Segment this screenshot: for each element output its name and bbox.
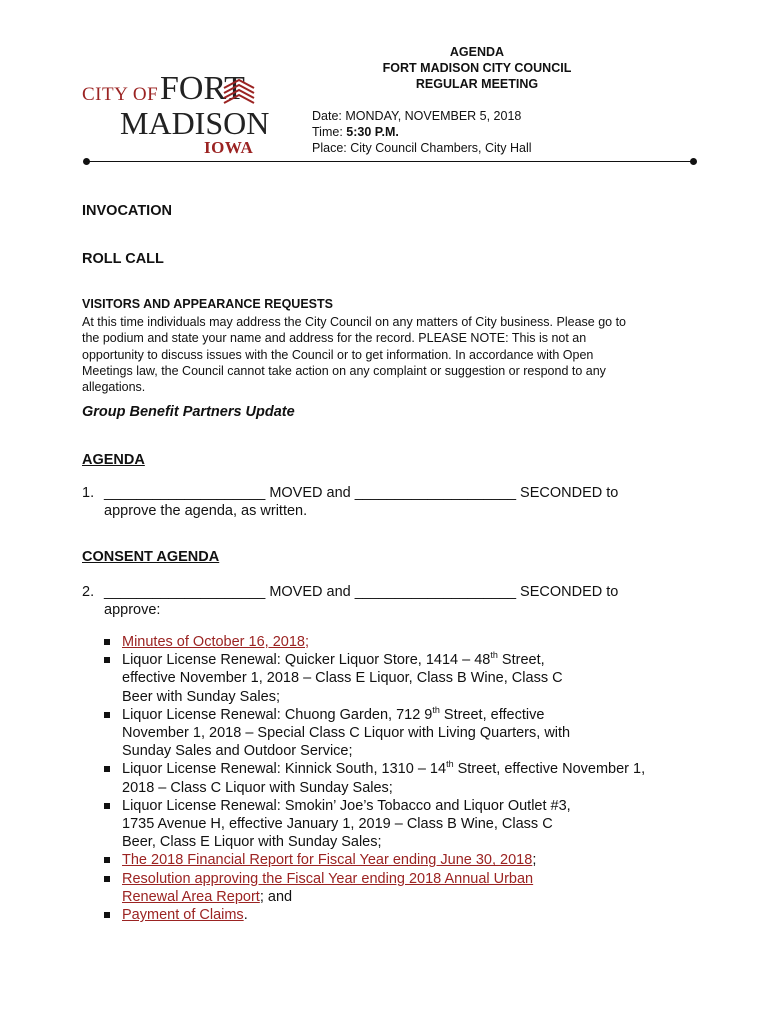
- invocation-heading: INVOCATION: [82, 203, 172, 219]
- motion-2-continuation: approve:: [104, 602, 161, 618]
- bullet-icon: [104, 803, 110, 809]
- item-4-text-b: Street, effective November 1,: [453, 761, 646, 778]
- motion-2-number: 2.: [82, 584, 95, 600]
- logo-iowa: IOWA: [204, 138, 254, 157]
- list-item: [100, 633, 690, 651]
- date-label: Date:: [312, 109, 342, 123]
- motion-2: [82, 583, 682, 619]
- rule-endpoint-right: [690, 158, 697, 165]
- list-item: [100, 706, 690, 761]
- item-4-line-2: 2018 – Class C Liquor with Sunday Sales;: [122, 779, 393, 796]
- place-value: City Council Chambers, City Hall: [350, 141, 532, 155]
- item-4-sup: th: [446, 759, 454, 770]
- agenda-heading: AGENDA: [82, 452, 145, 468]
- item-2-line-2: effective November 1, 2018 – Class E Liquor, Class B Wine, Class C: [122, 670, 563, 687]
- bullet-icon: [104, 857, 110, 863]
- item-2-sup: th: [490, 650, 498, 661]
- motion-1-number: 1.: [82, 485, 95, 501]
- item-3-text: Liquor License Renewal: Chuong Garden, 712 9: [122, 706, 433, 723]
- header-title-3: REGULAR MEETING: [415, 77, 539, 91]
- motion-2-line: [82, 583, 682, 601]
- list-item: [100, 760, 690, 796]
- logo-city-of: CITY OF: [82, 84, 159, 105]
- bullet-icon: [104, 876, 110, 882]
- urban-renewal-resolution-link[interactable]: Resolution approving the Fiscal Year ending 2018 Annual Urban: [122, 870, 534, 887]
- list-item: [100, 797, 690, 852]
- list-item: [100, 851, 690, 869]
- item-2-text-b: Street,: [497, 652, 545, 669]
- meeting-time: [312, 124, 399, 140]
- meeting-date: [312, 108, 521, 124]
- item-3-line-3: Sunday Sales and Outdoor Service;: [122, 743, 353, 760]
- item-2-text: Liquor License Renewal: Quicker Liquor Store, 1414 – 48: [122, 652, 491, 669]
- list-item: [100, 906, 690, 924]
- visitors-line-2: the podium and state your name and address for the record. PLEASE NOTE: This is not an: [82, 331, 587, 346]
- motion-1-continuation: approve the agenda, as written.: [104, 503, 308, 519]
- item-8-tail: .: [243, 907, 248, 924]
- motion-2-text: ____________________ MOVED and ____________________ SECONDED to: [104, 584, 619, 600]
- roll-call-heading: ROLL CALL: [82, 251, 164, 267]
- header-title-1: AGENDA: [449, 45, 505, 59]
- visitors-heading: VISITORS AND APPEARANCE REQUESTS: [82, 297, 333, 311]
- header-title-2: FORT MADISON CITY COUNCIL: [382, 61, 572, 75]
- time-value: 5:30 P.M.: [346, 125, 399, 139]
- minutes-link[interactable]: Minutes of October 16, 2018;: [122, 634, 309, 650]
- logo-fort: FORT: [160, 70, 245, 107]
- motion-1: [82, 484, 682, 520]
- item-3-text-b: Street, effective: [439, 706, 545, 723]
- item-5-line-3: Beer, Class E Liquor with Sunday Sales;: [122, 834, 382, 851]
- roof-chevrons-icon: [222, 78, 256, 104]
- motion-1-text: ____________________ MOVED and ____________________ SECONDED to: [104, 485, 619, 501]
- bullet-icon: [104, 639, 110, 645]
- item-7-tail: ; and: [259, 888, 293, 905]
- date-value: MONDAY, NOVEMBER 5, 2018: [345, 109, 522, 123]
- payment-of-claims-link[interactable]: Payment of Claims: [122, 907, 244, 924]
- place-label: Place:: [312, 141, 347, 155]
- visitors-line-5: allegations.: [82, 380, 146, 395]
- meeting-place: [312, 140, 532, 156]
- logo-madison: MADISON: [120, 105, 270, 141]
- item-5-line-1: Liquor License Renewal: Smokin’ Joe’s Tobacco and Liquor Outlet #3,: [122, 797, 571, 814]
- consent-agenda-heading: CONSENT AGENDA: [82, 549, 220, 565]
- item-6-tail: ;: [532, 852, 537, 869]
- urban-renewal-report-link[interactable]: Renewal Area Report: [122, 888, 260, 905]
- list-item: [100, 870, 690, 906]
- visitors-line-3: opportunity to discuss issues with the Council or to get information. In accordance with Open: [82, 347, 594, 362]
- consent-items-list: [100, 633, 690, 924]
- item-3-sup: th: [432, 704, 440, 715]
- motion-1-line: [82, 484, 682, 502]
- item-2-line-3: Beer with Sunday Sales;: [122, 688, 280, 705]
- financial-report-link[interactable]: The 2018 Financial Report for Fiscal Year ending June 30, 2018: [122, 852, 533, 869]
- visitors-line-1: At this time individuals may address the City Council on any matters of City business. Please go to: [82, 315, 627, 329]
- bullet-icon: [104, 766, 110, 772]
- time-label: Time:: [312, 125, 343, 139]
- bullet-icon: [104, 912, 110, 918]
- bullet-icon: [104, 657, 110, 663]
- visitors-line-4: Meetings law, the Council cannot take action on any complaint or suggestion or respond to any: [82, 363, 606, 378]
- group-benefit-heading: Group Benefit Partners Update: [82, 404, 295, 420]
- header-divider: [86, 161, 696, 162]
- list-item: [100, 651, 690, 706]
- item-4-text: Liquor License Renewal: Kinnick South, 1310 – 14: [122, 761, 447, 778]
- item-5-line-2: 1735 Avenue H, effective January 1, 2019 – Class B Wine, Class C: [122, 816, 553, 833]
- item-3-line-2: November 1, 2018 – Special Class C Liquor with Living Quarters, with: [122, 725, 571, 742]
- city-logo: [80, 70, 270, 157]
- visitors-text: [82, 314, 682, 395]
- bullet-icon: [104, 712, 110, 718]
